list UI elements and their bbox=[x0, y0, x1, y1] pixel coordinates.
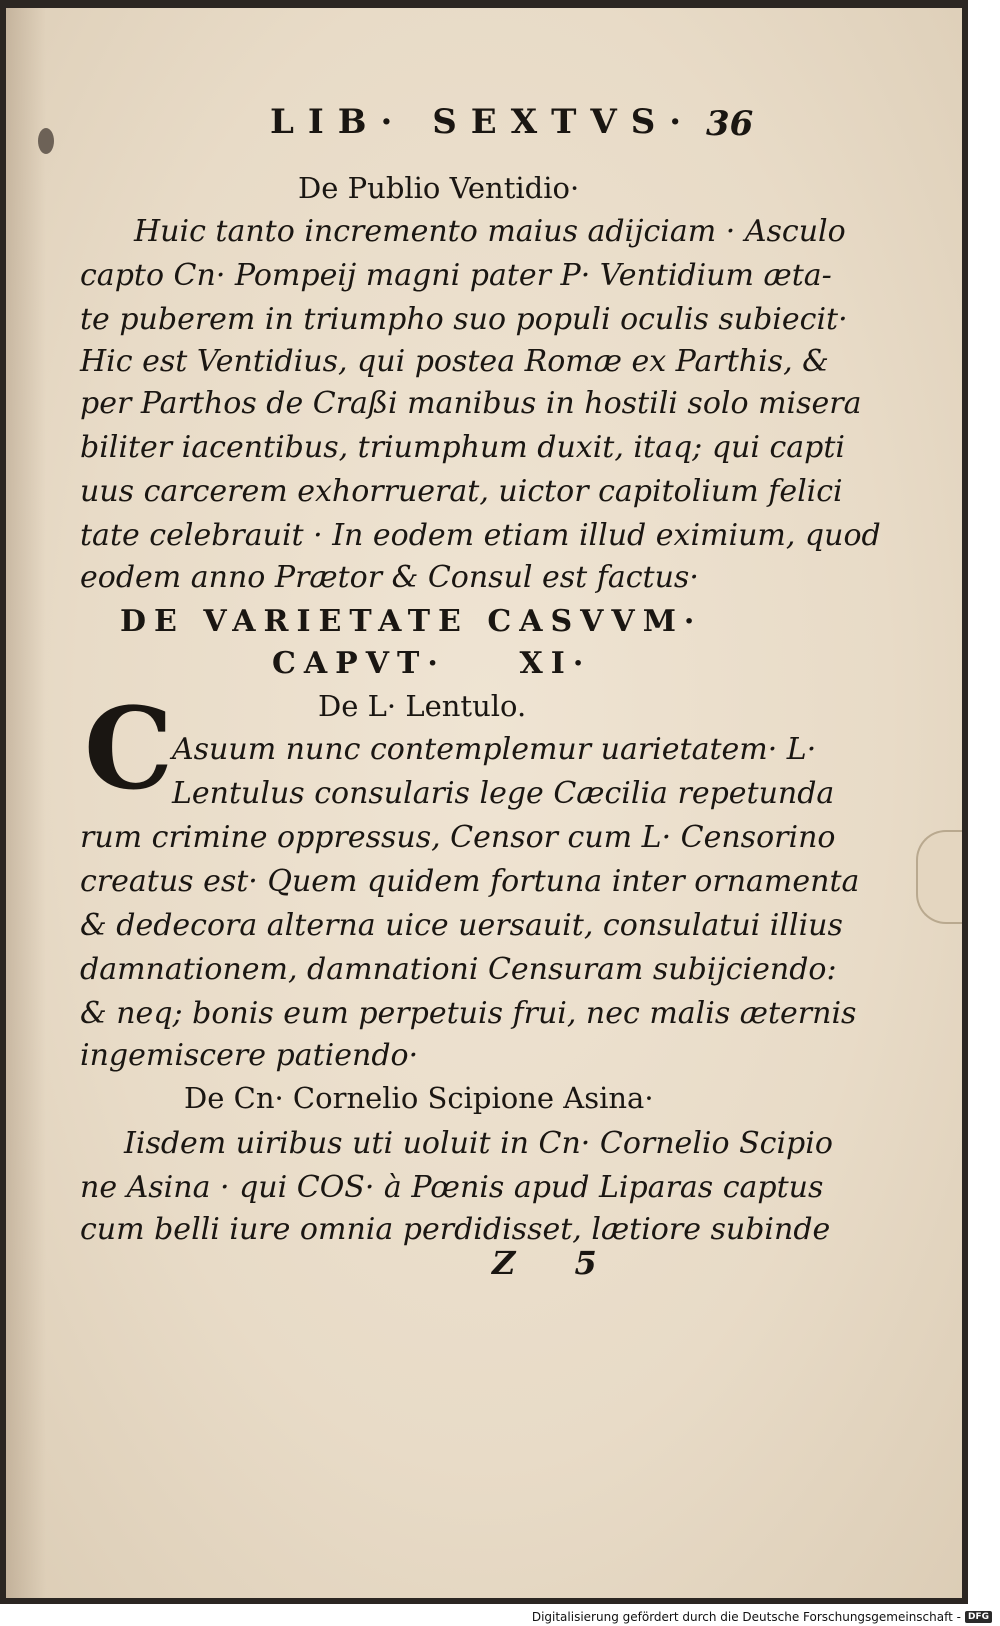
text-line: & neq; bonis eum perpetuis frui, nec malis æternis bbox=[80, 996, 857, 1031]
text-line: Huic tanto incremento maius adijciam · Asculo bbox=[134, 214, 846, 249]
text-line: creatus est· Quem quidem fortuna inter ornamenta bbox=[80, 864, 860, 899]
text-line: biliter iacentibus, triumphum duxit, itaq; qui capti bbox=[80, 430, 846, 465]
text-line: ingemiscere patiendo· bbox=[80, 1038, 419, 1073]
text-line: per Parthos de Craßi manibus in hostili solo misera bbox=[80, 386, 862, 421]
text-line: Asuum nunc contemplemur uarietatem· L· bbox=[172, 732, 817, 767]
chapter-title: DE VARIETATE CASVVM· bbox=[120, 604, 703, 639]
running-head: LIB· SEXTVS· bbox=[270, 102, 696, 142]
section-title-lentulo: De L· Lentulo. bbox=[318, 689, 527, 723]
text-line: Lentulus consularis lege Cæcilia repetunda bbox=[172, 776, 835, 811]
section-title-scipione: De Cn· Cornelio Scipione Asina· bbox=[184, 1081, 654, 1115]
text-line: & dedecora alterna uice uersauit, consulatui illius bbox=[80, 908, 843, 943]
text-line: Iisdem uiribus uti uoluit in Cn· Cornelio Scipio bbox=[124, 1126, 833, 1161]
text-line: ne Asina · qui COS· à Pœnis apud Liparas captus bbox=[80, 1170, 824, 1205]
text-line: Hic est Ventidius, qui postea Romæ ex Parthis, & bbox=[80, 344, 829, 379]
text-line: capto Cn· Pompeij magni pater P· Ventidium æta- bbox=[80, 258, 832, 293]
drop-initial: C bbox=[84, 684, 174, 815]
page-clip-tab bbox=[916, 830, 962, 924]
dfg-logo-icon: DFG bbox=[965, 1611, 992, 1623]
text-line: tate celebrauit · In eodem etiam illud eximium, quod bbox=[80, 518, 881, 553]
text-line: cum belli iure omnia perdidisset, lætiore subinde bbox=[80, 1212, 831, 1247]
signature-mark: Z 5 bbox=[492, 1244, 621, 1282]
digitization-footer bbox=[532, 1610, 992, 1624]
text-line: uus carcerem exhorruerat, uictor capitolium felici bbox=[80, 474, 843, 509]
chapter-number: CAPVT· XI· bbox=[272, 646, 592, 681]
gutter-shadow bbox=[6, 8, 46, 1598]
text-line: te puberem in triumpho suo populi oculis subiecit· bbox=[80, 302, 848, 337]
text-line: eodem anno Prætor & Consul est factus· bbox=[80, 560, 699, 595]
section-title-ventidio: De Publio Ventidio· bbox=[298, 171, 580, 205]
text-line: damnationem, damnationi Censuram subijciendo: bbox=[80, 952, 837, 987]
binding-hole bbox=[38, 128, 54, 154]
folio-number: 36 bbox=[706, 104, 754, 144]
text-line: rum crimine oppressus, Censor cum L· Censorino bbox=[80, 820, 836, 855]
footer-text: Digitalisierung gefördert durch die Deutsche Forschungsgemeinschaft - bbox=[531, 1610, 961, 1624]
